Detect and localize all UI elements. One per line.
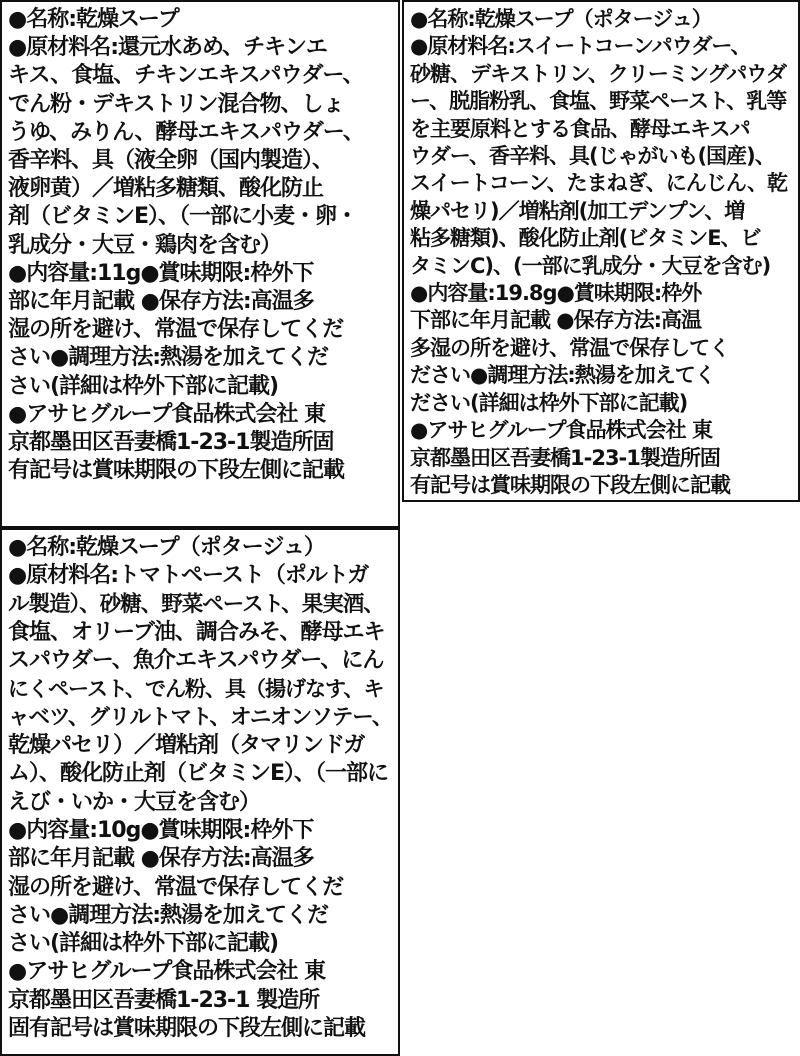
label-text-line: さい(詳細は枠外下部に記載)	[8, 373, 279, 399]
label-text-line: にくペースト、でん粉、具（揚げなす、キ	[8, 677, 384, 702]
label-text-line: 湿の所を避け、常温で保存してくだ	[8, 874, 344, 900]
label-text-line: ウダー、香辛料、具(じゃがいも(国産)、	[410, 144, 775, 169]
label-text-line: ●名称:乾燥スープ（ポタージュ）	[410, 7, 712, 31]
label-text-line: スパウダー、魚介エキスパウダー、にん	[8, 648, 384, 674]
label-text-line: ●アサヒグループ食品株式会社 東	[8, 959, 326, 985]
label-text-line: 下部に年月記載 ●保存方法:高温	[410, 308, 702, 333]
label-text-line: 乳成分・大豆・鶏肉を含む）	[8, 232, 282, 258]
label-panel-tomato-potage	[0, 528, 400, 1056]
label-text-line: タミンC)、(一部に乳成分・大豆を含む)	[410, 253, 771, 278]
label-text-line: 乾燥パセリ）／増粘剤（タマリンドガ	[8, 733, 365, 759]
label-text-line: ●内容量:10g●賞味期限:枠外下	[8, 817, 314, 843]
label-text-line: ●名称:乾燥スープ（ポタージュ）	[8, 535, 325, 560]
label-text-line: ル製造）、砂糖、野菜ペースト、果実酒、	[8, 591, 384, 617]
label-text-line: キス、食塩、チキンエキスパウダー、	[8, 63, 364, 89]
label-text-line: うゆ、みりん、酵母エキスパウダー、	[8, 119, 364, 145]
label-text-line: ー、脱脂粉乳、食塩、野菜ペースト、乳等	[410, 89, 787, 114]
label-text-line: ●名称:乾燥スープ	[8, 7, 179, 32]
label-text-line: 有記号は賞味期限の下段左側に記載	[410, 472, 730, 497]
label-text-line: 燥パセリ)／増粘剤(加工デンプン、増	[410, 198, 745, 223]
label-text-line: さい(詳細は枠外下部に記載)	[8, 931, 279, 957]
label-text-line: スイートコーン、たまねぎ、にんじん、乾	[410, 171, 788, 196]
label-text-line: ●内容量:19.8g●賞味期限:枠外	[410, 281, 702, 306]
label-text-line: ●原材料名:還元水あめ、チキンエ	[8, 35, 327, 61]
label-text-line: ださい●調理方法:熱湯を加えてく	[410, 363, 715, 388]
label-text-line: 有記号は賞味期限の下段左側に記載	[8, 458, 345, 484]
label-text-line: ム）、酸化防止剤（ビタミンE）、（一部に	[8, 761, 389, 787]
label-panel-dried-soup	[0, 0, 400, 528]
label-text-line: ●アサヒグループ食品株式会社 東	[8, 401, 326, 427]
label-text-line: でん粉・デキストリン混合物、しょ	[8, 91, 344, 117]
label-text-line: ●原材料名:スイートコーンパウダー、	[410, 34, 751, 59]
label-text-line: 食塩、オリーブ油、調合みそ、酵母エキ	[8, 619, 385, 645]
label-text-line: 剤（ビタミンE）、（一部に小麦・卵・	[8, 204, 358, 230]
label-text-line: 液卵黄）／増粘多糖類、酸化防止	[8, 176, 324, 202]
label-text-line: ャベツ、グリルトマト、オニオンソテー、	[8, 704, 393, 730]
label-text-line: さい●調理方法:熱湯を加えてくだ	[8, 345, 328, 371]
label-text-line: 部に年月記載 ●保存方法:高温多	[8, 289, 314, 315]
label-text-line: えび・いか・大豆を含む）	[8, 789, 261, 815]
label-text-line: さい●調理方法:熱湯を加えてくだ	[8, 902, 328, 928]
label-text-line: を主要原料とする食品、酵母エキスパ	[410, 116, 750, 141]
label-text-line: 京都墨田区吾妻橋1-23-1 製造所	[8, 987, 320, 1013]
label-text-line: ●内容量:11g●賞味期限:枠外下	[8, 260, 314, 286]
label-text-line: 多湿の所を避け、常温で保存してく	[410, 335, 730, 360]
label-panel-corn-potage	[402, 0, 800, 502]
label-text-line: 部に年月記載 ●保存方法:高温多	[8, 846, 314, 872]
label-text-line: 湿の所を避け、常温で保存してくだ	[8, 317, 344, 343]
label-text-line: 粘多糖類)、酸化防止剤(ビタミンE、ビ	[410, 226, 761, 251]
label-text-line: 京都墨田区吾妻橋1-23-1製造所固	[410, 445, 720, 470]
label-text-line: 砂糖、デキストリン、クリーミングパウダ	[410, 61, 787, 86]
label-text-line: ●原材料名:トマトペースト（ポルトガ	[8, 563, 369, 589]
label-text-line: 固有記号は賞味期限の下段左側に記載	[8, 1016, 366, 1042]
label-text-line: 香辛料、具（液全卵（国内製造）、	[8, 148, 334, 174]
label-text-line: ●アサヒグループ食品株式会社 東	[410, 418, 712, 443]
label-text-line: 京都墨田区吾妻橋1-23-1製造所固	[8, 430, 334, 456]
label-text-line: ださい(詳細は枠外下部に記載)	[410, 390, 688, 415]
